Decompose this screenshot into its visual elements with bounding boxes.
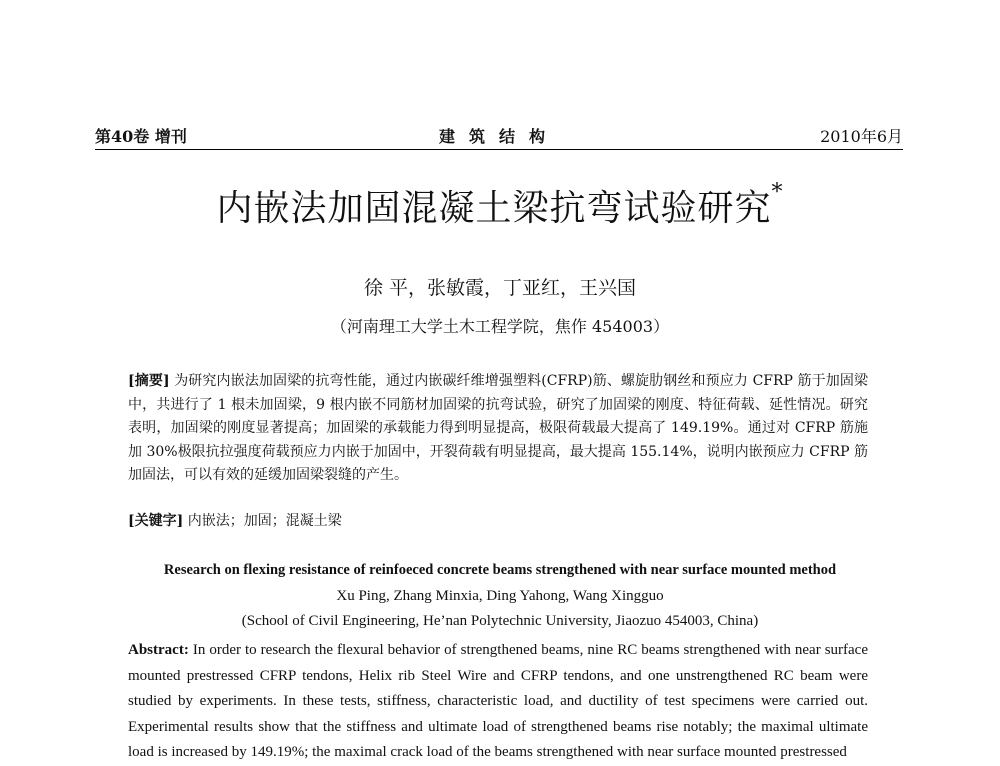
journal-name: 建筑结构 [438, 127, 559, 146]
abstract-en [128, 638, 868, 766]
abstract-en-text: In order to research the flexural behavior of strengthened beams, nine RC beams strengthened with near surface mounted prestressed CFRP tendons, Helix rib Steel Wire and CFRP tendons, and one unstrengthened RC beam were studied by experiments. In these tests, stiffness, characteristic load, and ductility of test specimens were carried out. Experimental results show that the stiffness and ultimate load of strengthened beams rise notably; the maximal ultimate load is increased by 149.19%; the maximal crack load of the beams strengthened with near surface mounted prestressed [128, 642, 868, 760]
english-authors: Xu Ping, Zhang Minxia, Ding Yahong, Wang Xingguo [336, 588, 664, 604]
author-list: 徐 平，张敏霞，丁亚红，王兴国 [363, 277, 637, 299]
issue-date: 2010年6月 [820, 127, 903, 146]
running-header [95, 124, 903, 148]
header-rule [95, 149, 903, 150]
english-title: Research on flexing resistance of reinfoeced concrete beams strengthened with near surface mounted method [163, 562, 837, 578]
abstract-cn-text: 为研究内嵌法加固梁的抗弯性能，通过内嵌碳纤维增强塑料(CFRP)筋、螺旋肋钢丝和预应力 CFRP 筋于加固梁中，共进行了 1 根未加固梁，9 根内嵌不同筋材加固梁的抗弯试验，研究了加固梁的刚度、特征荷载、延性情况。研究表明，加固梁的刚度显著提高；加固梁的承载能力得到明显提高，极限荷载最大提高了 149.19%。通过对 CFRP 筋施加 30%极限抗拉强度荷载预应力内嵌于加固中，开裂荷载有明显提高，最大提高 155.14%，说明内嵌预应力 CFRP 筋加固法，可以有效的延缓加固梁裂缝的产生。 [128, 373, 868, 484]
paper-title-text: 内嵌法加固混凝土梁抗弯试验研究 [216, 188, 772, 229]
abstract-cn [128, 370, 868, 488]
english-affiliation: (School of Civil Engineering, He’nan Polytechnic University, Jiaozuo 454003, China) [241, 613, 759, 629]
abstract-en-label: Abstract: [128, 642, 189, 658]
affiliation: （河南理工大学土木工程学院，焦作 454003） [330, 317, 670, 336]
paper-title [0, 180, 1000, 231]
abstract-cn-label: [摘要] [128, 373, 170, 389]
keywords-cn-text: 内嵌法；加固；混凝土梁 [187, 513, 342, 529]
keywords-cn [128, 510, 342, 530]
title-footnote-mark: * [771, 180, 784, 205]
volume-label: 第40卷 增刊 [95, 127, 187, 146]
keywords-cn-label: [关键字] [128, 513, 184, 529]
